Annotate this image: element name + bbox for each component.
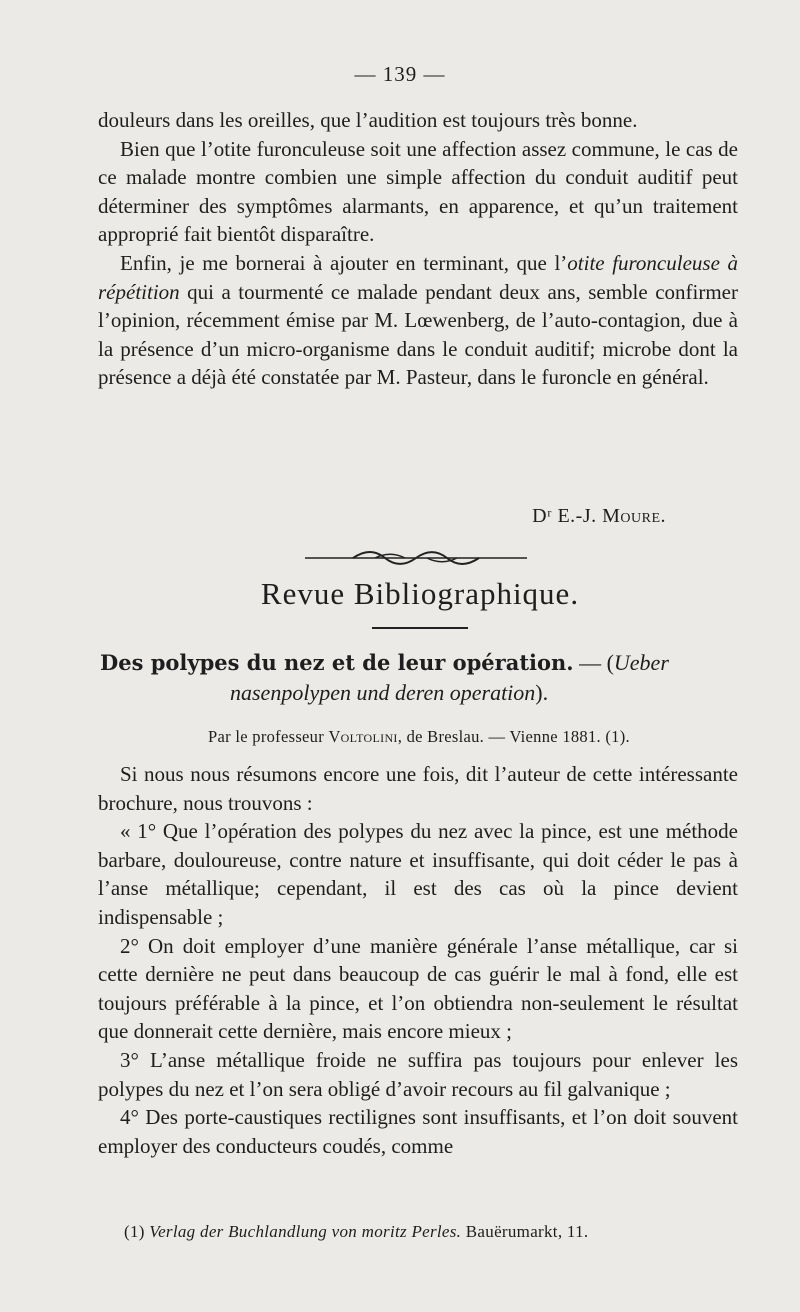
byline-suffix: , de Breslau. — Vienne 1881. (1). [397, 727, 630, 746]
review-paragraph-2: « 1° Que l’opération des polypes du nez avec la pince, est une méthode barbare, douloureuse, contre nature et insuffisante, qui doit céder le pas à l’anse métallique; cependant, il est des cas où la pince devient indispensable ; [98, 819, 738, 929]
paragraph-3-italic: otite furonculeuse à répétition [98, 250, 738, 304]
byline-author: Voltolini [328, 727, 398, 746]
article-title [100, 648, 760, 708]
first-section-text [98, 106, 738, 392]
review-paragraph-3: 2° On doit employer d’une manière générale l’anse métallique, car si cette dernière ne peut dans beaucoup de cas guérir le mal à fond, elle est toujours préférable à la pince, et l’on obtiendra non-seulement le résultat que donnerait cette dernière, mais encore mieux ; [98, 933, 738, 1044]
article-title-line-2 [100, 678, 760, 708]
review-paragraph-1: Si nous nous résumons encore une fois, dit l’auteur de cette intéressante brochure, nous trouvons : [98, 762, 738, 815]
footnote [124, 1222, 588, 1242]
footnote-italic: Verlag der Buchlandlung von moritz Perles. [149, 1222, 462, 1241]
page-number: — 139 — [354, 62, 446, 86]
paragraph-3 [98, 249, 738, 392]
paragraph-3-before: Enfin, je me bornerai à ajouter en terminant, que l’ [120, 250, 568, 275]
review-text [98, 760, 738, 1160]
article-title-german-1: Ueber [613, 650, 669, 675]
footnote-rest: Bauërumarkt, 11. [461, 1222, 589, 1241]
review-paragraph-4: 3° L’anse métallique froide ne suffira pas toujours pour enlever les polypes du nez et l’on sera obligé d’avoir recours au fil galvanique ; [98, 1047, 738, 1101]
footnote-marker: (1) [124, 1222, 150, 1241]
paragraph-1: douleurs dans les oreilles, que l’audition est toujours très bonne. [98, 108, 638, 132]
review-paragraph-5: 4° Des porte-caustiques rectilignes sont insuffisants, et l’on doit souvent employer des conducteurs coudés, comme [98, 1105, 738, 1158]
article-byline [0, 727, 800, 747]
author-signature: Dʳ E.-J. Moure. [532, 505, 666, 527]
paragraph-2: Bien que l’otite furonculeuse soit une affection assez commune, le cas de ce malade montre combien une simple affection du conduit auditif peut déterminer des symptômes alarmants, en apparence, et qu’un traitement approprié fait bientôt disparaître. [98, 136, 738, 247]
section-title: Revue Bibliographique. [260, 576, 580, 611]
article-title-bold: Des polypes du nez et de leur opération. [100, 650, 574, 675]
byline-prefix: Par le professeur [208, 727, 329, 746]
title-rule [372, 627, 468, 629]
paragraph-3-after: qui a tourmenté ce malade pendant deux ans, semble confirmer l’opinion, récemment émise par M. Lœwenberg, de l’auto-contagion, due à la présence d’un micro-organisme dans le conduit auditif; microbe dont la présence a déjà été constatée par M. Pasteur, dans le furoncle en général. [98, 279, 738, 390]
ornament-divider-icon [305, 548, 527, 568]
article-title-german-2: nasenpolypen und deren operation [230, 680, 536, 705]
article-title-dash: — ( [573, 650, 614, 675]
article-title-close: ). [535, 680, 549, 705]
